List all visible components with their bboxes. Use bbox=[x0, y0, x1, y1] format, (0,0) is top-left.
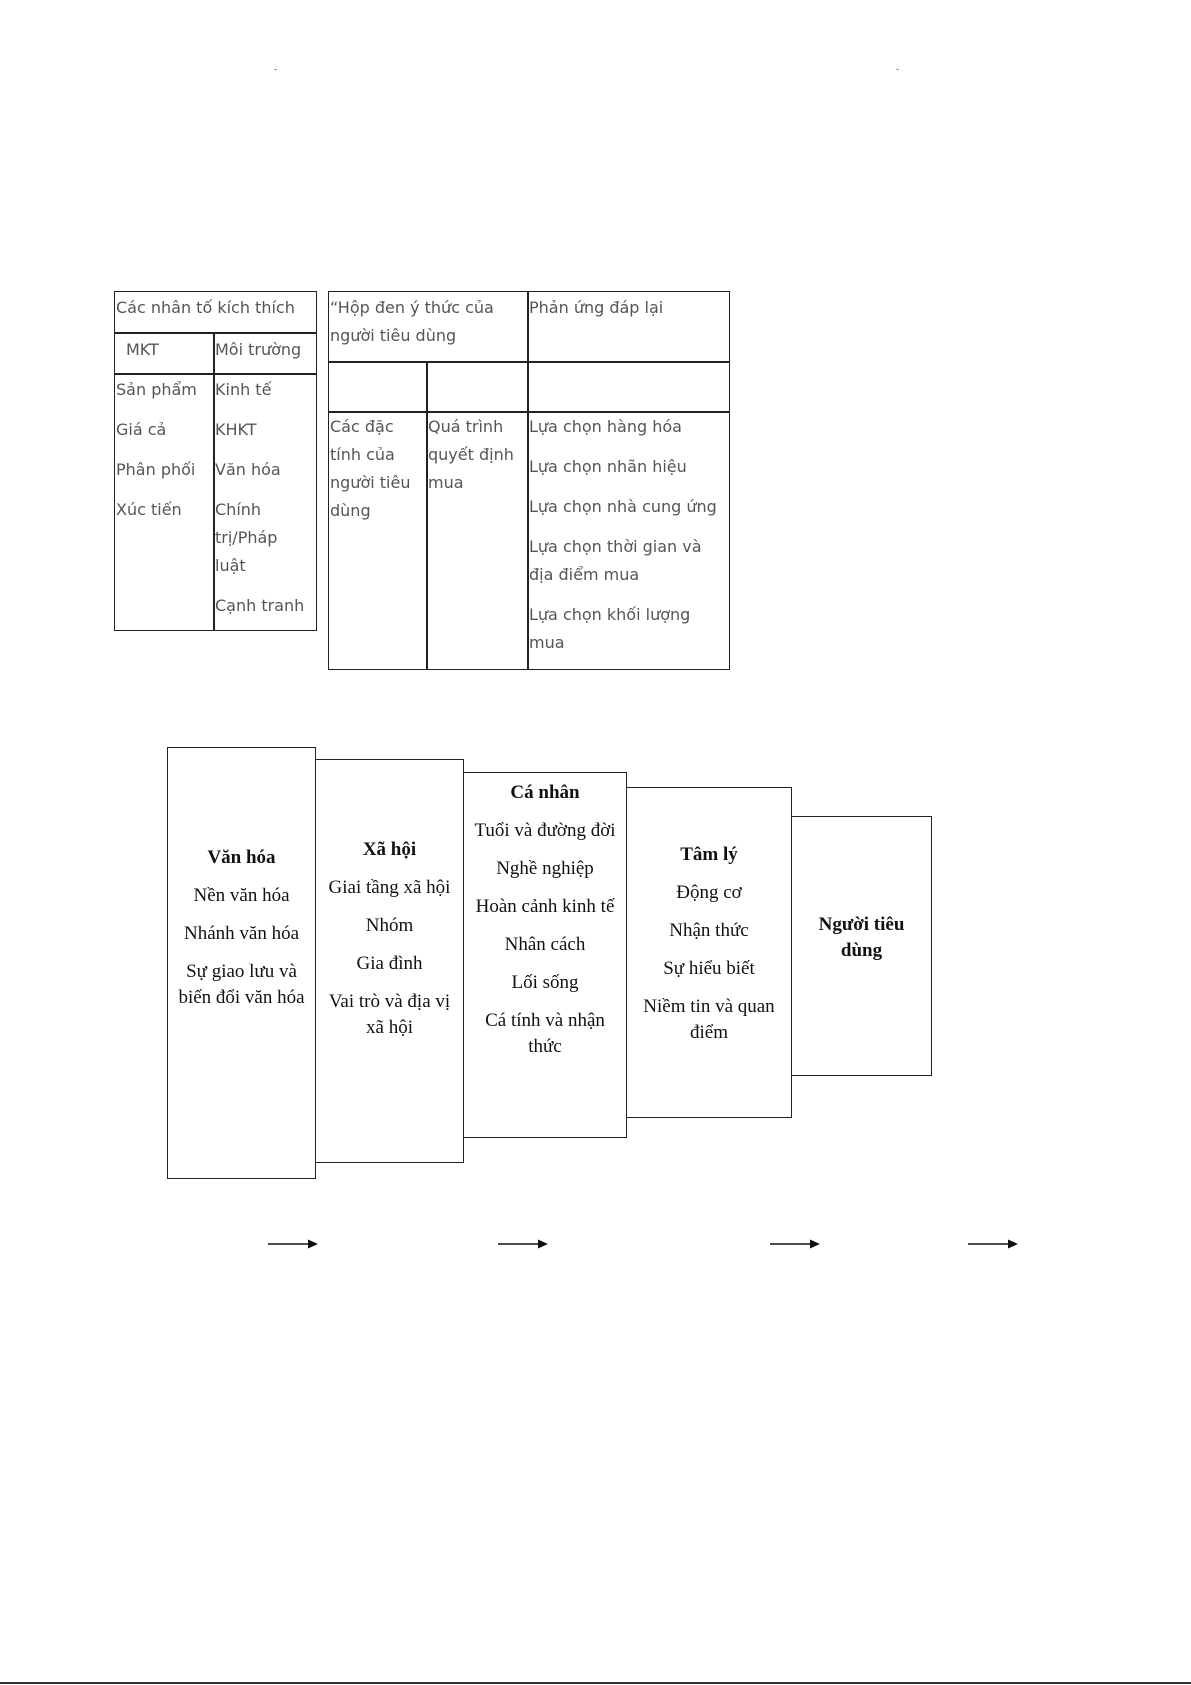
social-item: Vai trò và địa vị xã hội bbox=[328, 991, 451, 1038]
personal-item: Lối sống bbox=[511, 972, 579, 993]
culture-item: Nhánh văn hóa bbox=[183, 923, 300, 944]
culture-item: Nền văn hóa bbox=[193, 885, 290, 906]
environment-item: Văn hóa bbox=[215, 460, 281, 479]
psychology-item: Sự hiểu biết bbox=[663, 958, 755, 979]
consumer-traits: Các đặc tính của người tiêu dùng bbox=[330, 417, 411, 520]
environment-item: Cạnh tranh bbox=[215, 596, 305, 615]
social-stack bbox=[322, 837, 457, 1053]
mkt-item: Giá cả bbox=[116, 420, 167, 439]
black-box-header: “Hộp đen ý thức của người tiêu dùng bbox=[330, 298, 494, 345]
stimulus-header: Các nhân tố kích thích bbox=[116, 298, 295, 317]
social-item: Nhóm bbox=[365, 915, 414, 936]
environment-header: Môi trường bbox=[215, 340, 302, 359]
personal-item: Nhân cách bbox=[504, 934, 586, 955]
response-item: Lựa chọn thời gian và địa điểm mua bbox=[529, 537, 702, 584]
response-item: Lựa chọn khối lượng mua bbox=[529, 605, 691, 652]
mkt-header: MKT bbox=[126, 340, 159, 359]
response-item: Lựa chọn nhãn hiệu bbox=[529, 457, 687, 476]
consumer-stack bbox=[798, 912, 925, 976]
response-header: Phản ứng đáp lại bbox=[529, 298, 664, 317]
top-mark-left: ˗ bbox=[274, 64, 278, 75]
response-item: Lựa chọn hàng hóa bbox=[529, 417, 682, 436]
personal-stack bbox=[470, 780, 620, 1072]
environment-item: KHKT bbox=[215, 420, 257, 439]
response-item: Lựa chọn nhà cung ứng bbox=[529, 497, 717, 516]
environment-item: Kinh tế bbox=[215, 380, 272, 399]
top-mark-right: ˗ bbox=[896, 64, 900, 75]
consumer-title: Người tiêu dùng bbox=[818, 914, 905, 961]
psychology-stack bbox=[634, 842, 784, 1058]
arrow-right-icon bbox=[770, 1237, 820, 1251]
mkt-item: Xúc tiến bbox=[116, 500, 182, 519]
mkt-item: Sản phẩm bbox=[116, 380, 197, 399]
social-title: Xã hội bbox=[362, 839, 417, 860]
personal-title: Cá nhân bbox=[510, 782, 580, 803]
culture-title: Văn hóa bbox=[207, 847, 276, 868]
personal-item: Nghề nghiệp bbox=[496, 858, 594, 879]
culture-stack bbox=[172, 845, 311, 1023]
mkt-item: Phân phối bbox=[116, 460, 196, 479]
social-item: Gia đình bbox=[356, 953, 423, 974]
psychology-item: Động cơ bbox=[676, 882, 742, 903]
arrow-right-icon bbox=[268, 1237, 318, 1251]
psychology-item: Nhận thức bbox=[669, 920, 749, 941]
personal-item: Hoàn cảnh kinh tế bbox=[475, 896, 615, 917]
psychology-item: Niềm tin và quan điểm bbox=[643, 996, 775, 1043]
decision-process: Quá trình quyết định mua bbox=[428, 417, 514, 492]
psychology-title: Tâm lý bbox=[680, 844, 738, 865]
arrow-right-icon bbox=[498, 1237, 548, 1251]
bottom-rule bbox=[0, 1682, 1191, 1684]
personal-item: Tuổi và đường đời bbox=[474, 820, 616, 841]
environment-item: Chính trị/Pháp luật bbox=[215, 500, 278, 575]
personal-item: Cá tính và nhận thức bbox=[485, 1010, 605, 1057]
social-item: Giai tầng xã hội bbox=[328, 877, 451, 898]
arrow-right-icon bbox=[968, 1237, 1018, 1251]
culture-item: Sự giao lưu và biến đổi văn hóa bbox=[178, 961, 305, 1008]
